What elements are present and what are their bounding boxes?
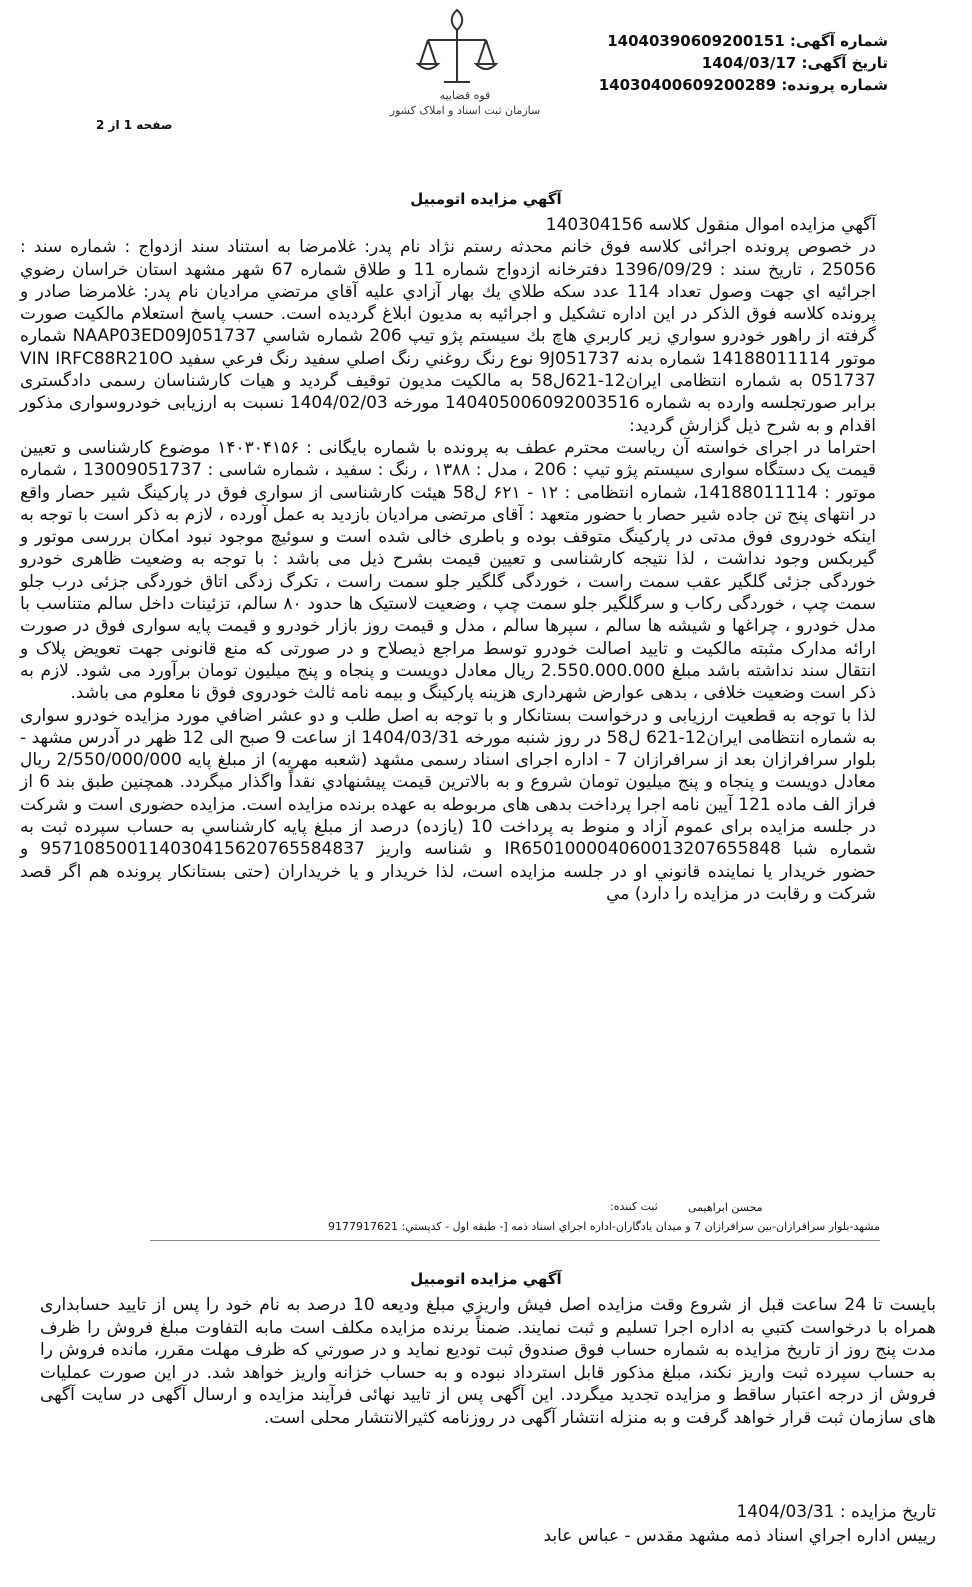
notice-title: آگهي مزايده اتومبيل: [410, 190, 562, 208]
notice-meta: [588, 30, 888, 96]
auction-date-label: تاريخ مزايده :: [839, 1502, 936, 1522]
notice-body: [20, 214, 876, 905]
judiciary-emblem-icon: [410, 6, 505, 156]
notice-paragraph: لذا با توجه به قطعيت ارزيابی و درخواست بستانکار و با توجه به اصل طلب و دو عشر اضافي مورد مزايده خودرو سواری به شماره انتظامی ايران12-621 ل58 در روز شنبه مورخه 1404/03/31 از ساعت 9 صبح الی 12 ظهر در آدرس مشهد - بلوار سرافرازان بعد از سرافرازان 7 - اداره اجرای اسناد رسمی مشهد (شعبه مهريه) از مبلغ پايه 2/550/000/000 ريال معادل دويست و پنجاه و پنج ميليون تومان شروع و به بالاترين قيمت پيشنهادي نقداً واگذار ميگردد. همچنين طبق بند 6 از فراز الف ماده 121 آيين نامه اجرا پرداخت بدهی های مربوطه به عهده برنده مزايده است. مزايده حضوری است و شرکت در جلسه مزايده برای عموم آزاد و منوط به پرداخت 10 (يازده) درصد از مبلغ پايه كارشناسي به حساب سپرده ثبت به شماره شبا IR650100004060013207655848 و شناسه واريز 957108500114030415620765584837 و حضور خريدار يا نماينده قانوني او در جلسه مزايده است، لذا خريدار و يا خريداران (حتی بستانکار پرونده هم اگر قصد شرکت و رقابت در مزايده را دارد) مي: [20, 705, 877, 904]
notice-number-label: شماره آگهی:: [789, 32, 888, 50]
notice-body-page2: بايست تا 24 ساعت قبل از شروع وقت مزايده اصل فيش واريزي مبلغ وديعه 10 درصد به نام خود را پس از تاييد حسابداری همراه با درخواست کتبي به اداره اجرا تسليم و ثبت نمايند. ضمناً برنده مزايده مكلف است مابه التفاوت مبلغ فروش را ظرف مدت پنج روز از تاريخ مزايده به شماره حساب فوق صندوق ثبت توديع نمايد و در صورتي كه ظرف مهلت مقرر، مانده فروش را به حساب سپرده ثبت واريز نكند، مبلغ مذكور قابل استرداد نبوده و به حساب خزانه واريز خواهد شد. در اين صورت عمليات فروش از درجه اعتبار ساقط و مزايده تجديد ميگردد. اين آگهی پس از تاييد نهائی فرآيند مزايده و ارسال آگهی در سايت آگهی های سازمان ثبت قرار خواهد گرفت و به منزله انتشار آگهی در روزنامه كثيرالانتشار محلی است.: [40, 1295, 936, 1428]
page-number: صفحه 1 از 2: [96, 118, 173, 132]
notice-subtitle: آگهي مزايده اموال منقول كلاسه 140304156: [545, 215, 876, 235]
case-number-row: [588, 74, 888, 96]
notice-title-page2: آگهي مزايده اتومبيل: [410, 1270, 562, 1288]
registrar-name: محسن ابراهیمی: [688, 1201, 763, 1214]
org-line-2: سازمان ثبت اسناد و املاک کشور: [389, 104, 541, 117]
case-number: 14030400609200289: [598, 76, 777, 94]
notice-number-row: [588, 30, 888, 52]
notice-date-row: [588, 52, 888, 74]
auction-date: 1404/03/31: [736, 1502, 835, 1522]
notice-paragraph: در خصوص پرونده اجرائی کلاسه فوق خانم محدثه رستم نژاد نام پدر: غلامرضا به استناد سند ازدواج : شماره سند : 25056 ، تاريخ سند : 1396/09/29 دفترخانه ازدواج شماره 11 و طلاق شماره 67 شهر مشهد استان خراسان رضوي اجرائيه اي جهت وصول تعداد 114 عدد سكه طلاي يك بهار آزادي عليه آقاي مرتضي مراديان نام پدر: غلامرضا صادر و پرونده كلاسه فوق الذكر در اين اداره تشكيل و اجرائيه به مديون ابلاغ گرديده است. حسب پاسخ استعلام مالكيت صورت گرفته از راهور خودرو سواري زير كاربري هاچ بك سيستم پژو تيپ 206 شماره شاسي NAAP03ED09J051737 شماره موتور 14188011114 شماره بدنه 9J051737 نوع رنگ روغني رنگ اصلي سفيد رنگ فرعي سفيد VIN IRFC88R210O 051737 به شماره انتظامی ايران12-621ل58 به مالكيت مديون توقيف گرديد و هيات كارشناسان رسمی دادگستری برابر صورتجلسه وارده به شماره 140405006092003516 مورخه 1404/02/03 نسبت به ارزيابی خودروسواری مذکور اقدام و به شرح ذيل گزارش گرديد:: [20, 237, 877, 436]
auction-date-row: [40, 1500, 936, 1524]
notice-number: 14040390609200151: [607, 32, 785, 50]
notice-footer: [40, 1500, 936, 1548]
notice-date: 1404/03/17: [701, 54, 797, 72]
page-divider: [150, 1240, 880, 1241]
notice-date-label: تاریخ آگهی:: [801, 54, 888, 72]
registrar-label: ثبت كننده:: [610, 1200, 658, 1213]
notice-paragraph: احتراما در اجرای خواسته آن رياست محترم عطف به پرونده با شماره بايگانی : ۱۴۰۳۰۴۱۵۶ موضوع کارشناسی و تعيين قيمت يک دستگاه سواری سيستم پژو تيپ : 206 ، مدل : ۱۳۸۸ ، رنگ : سفيد ، شماره شاسی : 13009051737 ، شماره موتور : 14188011114، شماره انتظامی : ۱۲ - ۶۲۱ ل58 هيئت کارشناسی از سواری فوق در پارکينگ شير حصار واقع در انتهای پنج تن جاده شير حصار با حضور متعهد : آقای مرتضی مراديان بازديد به عمل آورده ، لازم به ذکر است با توجه به اينکه خودروی فوق مدتی در پارکينگ متوقف بوده و باطری خالی شده است و سوئيچ موجود نبود امکان بررسی موتور و گيربکس وجود نداشت ، لذا نتيجه کارشناسی و تعيين قيمت بشرح ذيل می باشد : با توجه به وضعيت ظاهری خودرو خوردگی جزئی گلگير عقب سمت راست ، خوردگی گلگير جلو سمت راست ، تکرگ زدگی اتاق خوردگی جزئی درب جلو سمت چپ ، خوردگی رکاب و سرگلگير جلو سمت چپ ، وضعيت لاستيک ها حدود ۸۰ سالم، تزئينات داخل سالم متناسب با مدل خودرو ، چراغها و شيشه ها سالم ، سپرها سالم ، مدل و قيمت روز بازار خودرو و قيمت پايه سواری فوق در صورت ارائه مدارک مثبته مالکيت و تاييد اصالت خودرو توسط مراجع ذيصلاح و در صورتی که منع قانونی جهت تعويض پلاک و انتقال سند نداشته باشد مبلغ 2.550.000.000 ريال معادل دويست و پنجاه و پنج ميليون تومان برآورد می شود. لازم به ذکر است وضعيت خلافی ، بدهی عوارض شهرداری هزينه پارکينگ و بيمه نامه ثالث خودروی فوق نا معلوم می باشد.: [20, 437, 877, 704]
office-address: مشهد-بلوار سرافرازان-بين سرافرازان 7 و ميدان يادگاران-اداره اجراي اسناد ذمه [- طبقه اول - كدپستي: 9177917621: [328, 1220, 880, 1233]
organization-label: [370, 88, 560, 118]
org-line-1: قوه قضاییه: [439, 89, 491, 102]
case-number-label: شماره پرونده:: [781, 76, 888, 94]
signature-line: رييس اداره اجراي اسناد ذمه مشهد مقدس - عباس عابد: [543, 1526, 936, 1546]
